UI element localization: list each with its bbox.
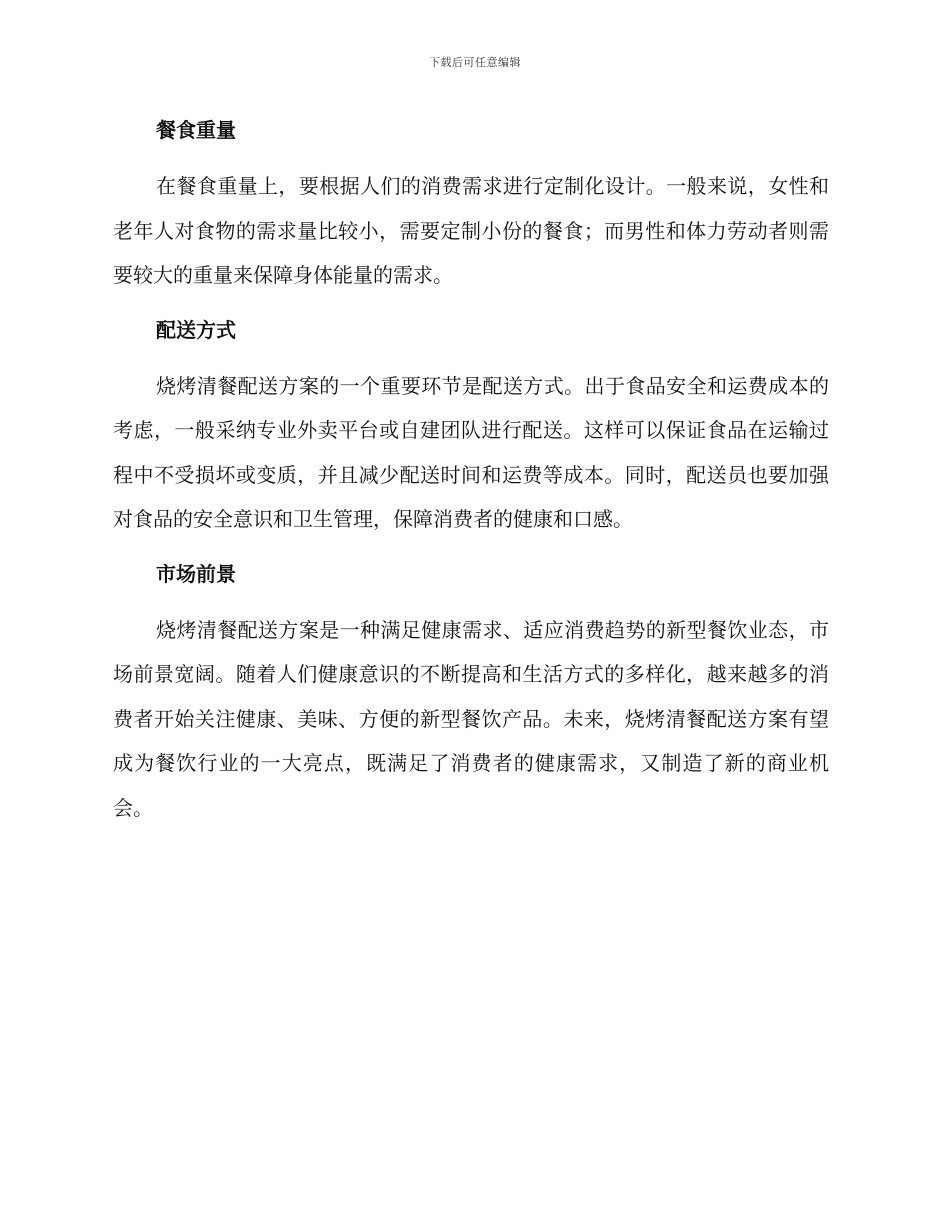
section-paragraph: 烧烤清餐配送方案的一个重要环节是配送方式。出于食品安全和运费成本的考虑，一般采纳专业外卖平台或自建团队进行配送。这样可以保证食品在运输过程中不受损坏或变质，并且减少配送时间和运费等成本。同时，配送员也要加强对食品的安全意识和卫生管理，保障消费者的健康和口感。 [113,373,829,531]
section-delivery-method [113,312,829,556]
section-heading: 餐食重量 [156,118,236,142]
section-heading: 市场前景 [156,561,236,586]
section-heading: 配送方式 [156,317,236,342]
document-body [113,112,829,830]
section-paragraph: 在餐食重量上，要根据人们的消费需求进行定制化设计。一般来说，女性和老年人对食物的需求量比较小，需要定制小份的餐食；而男性和体力劳动者则需要较大的重量来保障身体能量的需求。 [113,174,829,287]
header-note: 下载后可任意编辑 [429,56,521,69]
section-market-outlook [113,556,829,831]
section-meal-weight [113,112,829,312]
section-paragraph: 烧烤清餐配送方案是一种满足健康需求、适应消费趋势的新型餐饮业态，市场前景宽阔。随着人们健康意识的不断提高和生活方式的多样化，越来越多的消费者开始关注健康、美味、方便的新型餐饮产品。未来，烧烤清餐配送方案有望成为餐饮行业的一大亮点，既满足了消费者的健康需求，又制造了新的商业机会。 [113,617,829,820]
